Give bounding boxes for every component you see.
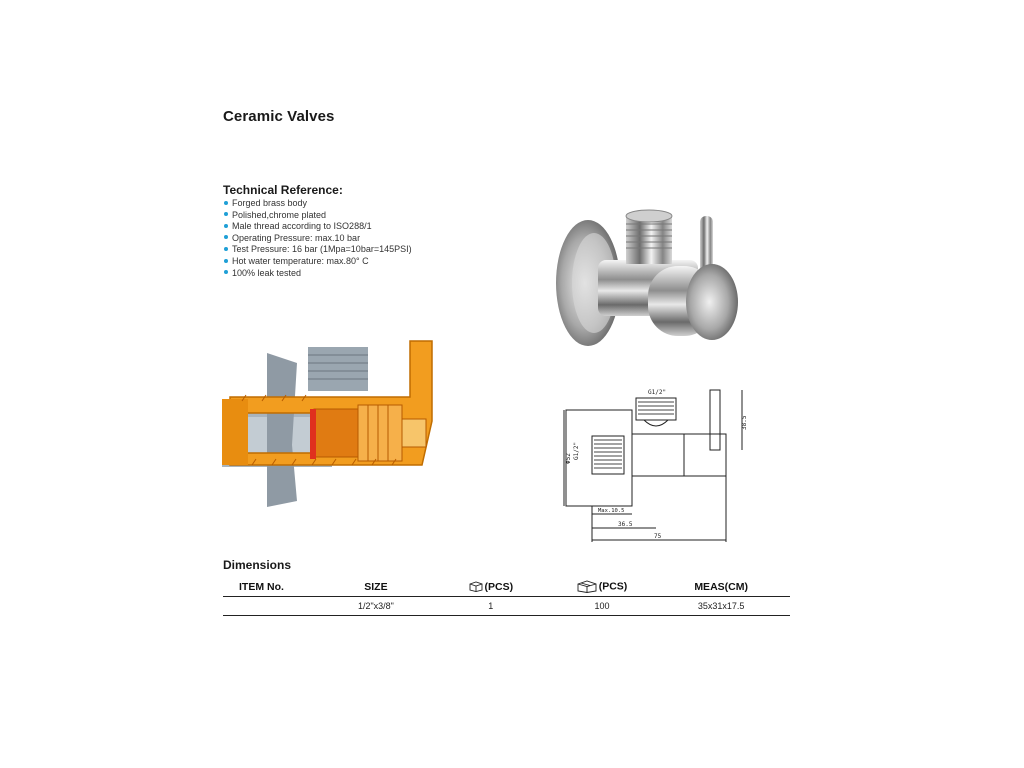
- column-header-size: SIZE: [322, 576, 430, 597]
- drawing-label-left-thread: G1/2": [573, 441, 580, 460]
- list-item: Operating Pressure: max.10 bar: [224, 233, 412, 245]
- cell-meas: 35x31x17.5: [652, 597, 790, 616]
- cell-inner-pcs: 1: [430, 597, 552, 616]
- list-item: Male thread according to ISO288/1: [224, 221, 412, 233]
- column-header-inner-box: (PCS): [430, 576, 552, 597]
- table-header-row: [223, 576, 790, 597]
- dimensions-heading: Dimensions: [223, 558, 292, 572]
- technical-reference-heading: Technical Reference:: [223, 183, 343, 197]
- bullet-icon: [224, 247, 228, 251]
- valve-technical-drawing: [556, 380, 752, 546]
- table-row: [223, 597, 790, 616]
- inner-box-icon: [469, 581, 483, 592]
- valve-product-photo: [548, 208, 740, 348]
- cell-carton-pcs: 100: [552, 597, 653, 616]
- list-item: Test Pressure: 16 bar (1Mpa=10bar=145PSI): [224, 244, 412, 256]
- carton-icon: [577, 580, 597, 593]
- bullet-icon: [224, 259, 228, 263]
- list-item: Polished,chrome plated: [224, 210, 412, 222]
- drawing-label-top-thread: G1/2": [648, 389, 667, 396]
- list-item: 100% leak tested: [224, 268, 412, 280]
- cell-item-no: [223, 597, 322, 616]
- drawing-label-offset: 36.5: [618, 521, 633, 528]
- list-item: Forged brass body: [224, 198, 412, 210]
- column-header-meas: MEAS(CM): [652, 576, 790, 597]
- bullet-icon: [224, 201, 228, 205]
- bullet-icon: [224, 224, 228, 228]
- drawing-label-length: 75: [654, 533, 662, 540]
- feature-list: [224, 198, 412, 279]
- valve-cutaway-illustration: [222, 325, 444, 507]
- bullet-icon: [224, 235, 228, 239]
- dimensions-table: [223, 576, 790, 616]
- drawing-label-max-depth: Max.10.5: [598, 508, 625, 514]
- page-title: Ceramic Valves: [223, 108, 335, 125]
- list-item: Hot water temperature: max.80° C: [224, 256, 412, 268]
- drawing-label-diameter: Φ52: [565, 453, 572, 464]
- drawing-label-height: 38.5: [741, 415, 748, 430]
- column-header-outer-carton: (PCS): [552, 576, 653, 597]
- column-header-item-no: ITEM No.: [223, 576, 322, 597]
- bullet-icon: [224, 212, 228, 216]
- bullet-icon: [224, 270, 228, 274]
- cell-size: 1/2"x3/8": [322, 597, 430, 616]
